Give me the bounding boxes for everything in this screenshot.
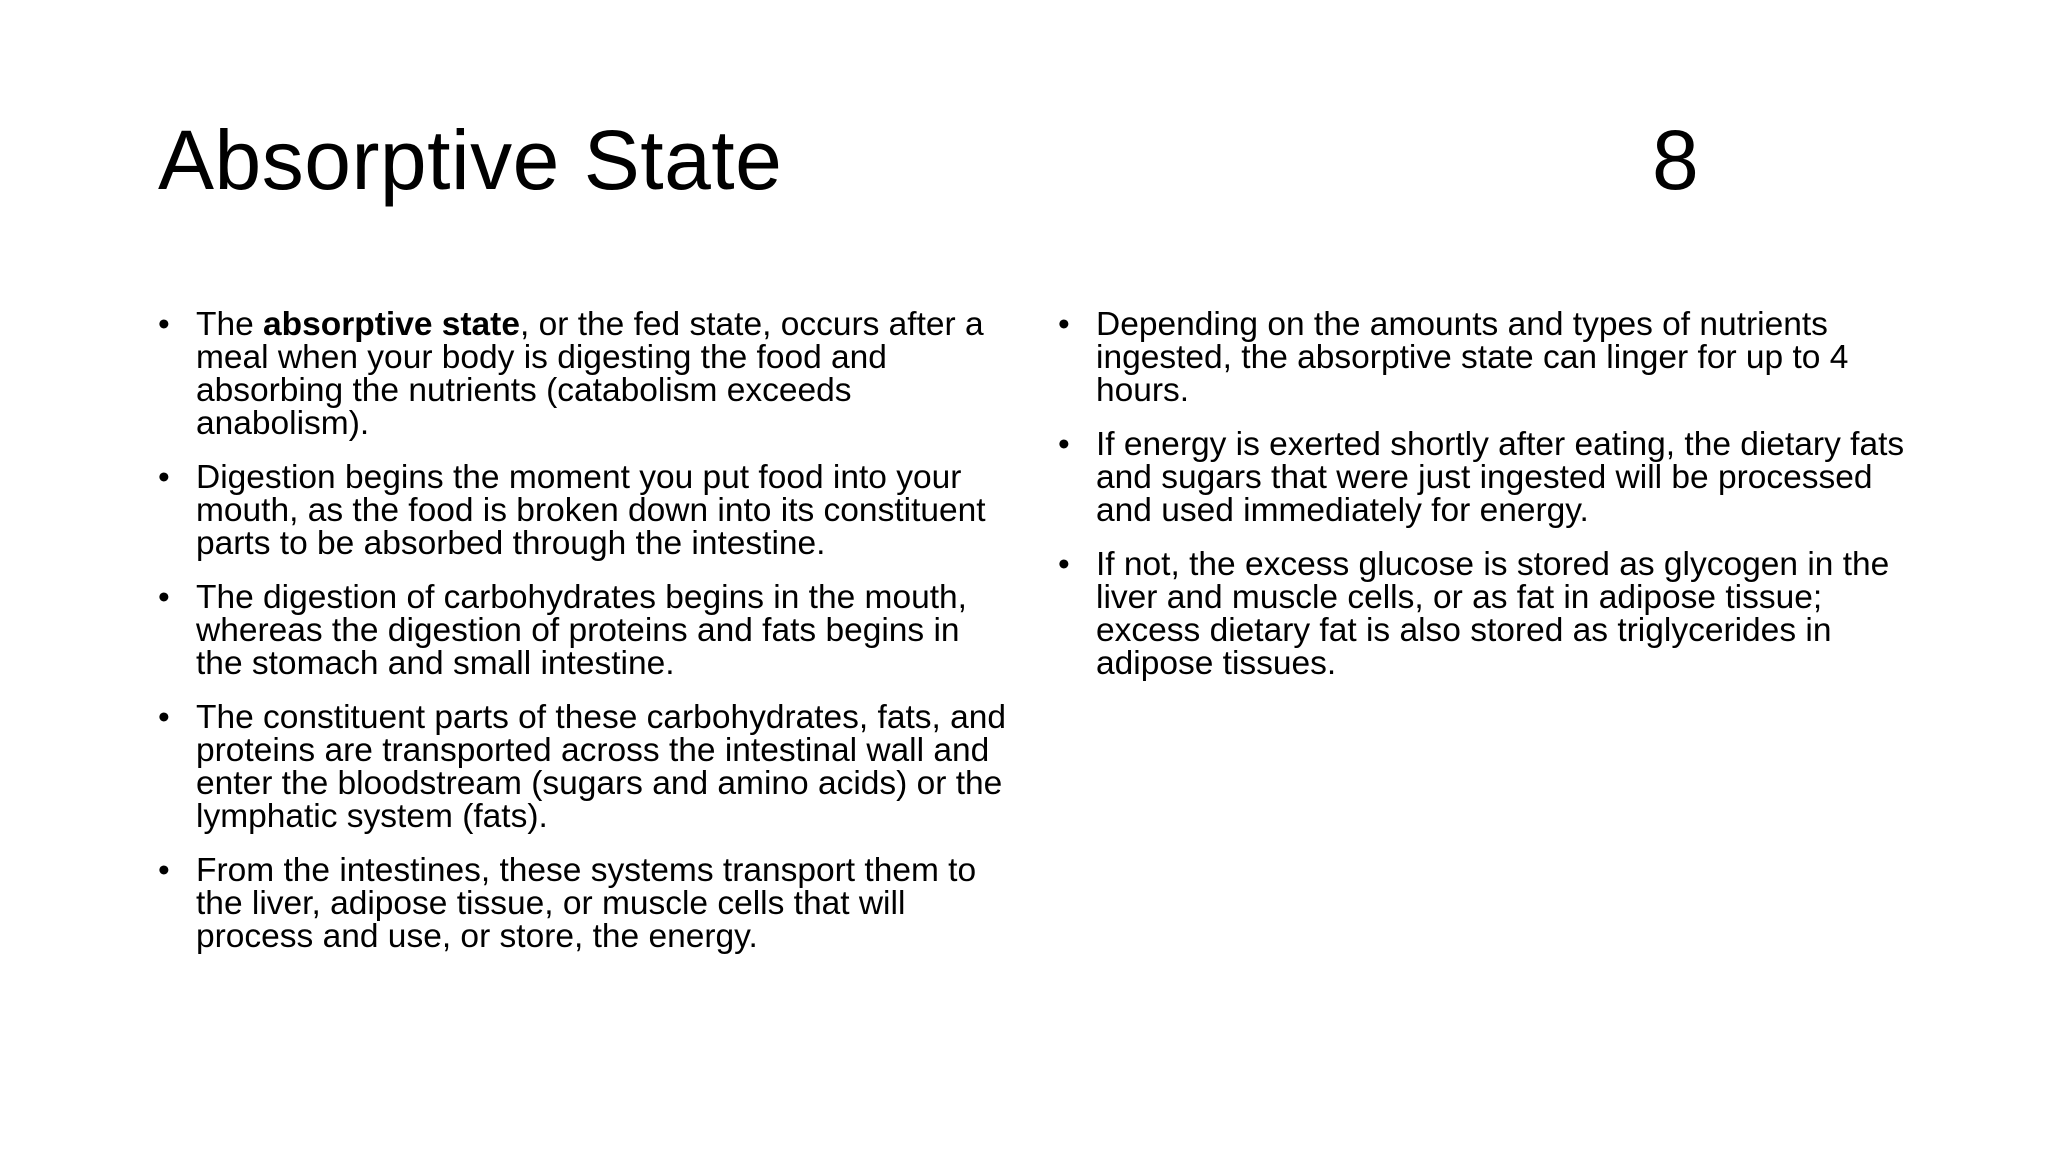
bullet-text: Digestion begins the moment you put food into your mouth, as the food is broken down into its constituent parts to be absorbed through the intestine.	[196, 459, 986, 562]
bullet-icon: •	[1058, 306, 1070, 343]
bullet-icon: •	[158, 306, 170, 343]
bullet-text: Depending on the amounts and types of nutrients ingested, the absorptive state can linger for up to 4 hours.	[1096, 306, 1849, 409]
bullet-text-prefix: The	[196, 306, 264, 343]
bullet-item	[1058, 308, 1918, 407]
left-bullet-list	[158, 308, 1008, 974]
bullet-item	[158, 854, 1008, 953]
bullet-icon: •	[158, 459, 170, 496]
bullet-item	[158, 308, 1008, 440]
bullet-icon: •	[158, 852, 170, 889]
slide-title: Absorptive State	[158, 113, 783, 207]
bullet-text: If not, the excess glucose is stored as glycogen in the liver and muscle cells, or as fat in adipose tissue; excess dietary fat is also stored as triglycerides in adipose tissues.	[1096, 546, 1890, 682]
bullet-icon: •	[158, 579, 170, 616]
bullet-text: The constituent parts of these carbohydrates, fats, and proteins are transported across the intestinal wall and enter the bloodstream (sugars and amino acids) or the lymphatic system (fats).	[196, 699, 1007, 835]
bullet-text: From the intestines, these systems transport them to the liver, adipose tissue, or muscle cells that will process and use, or store, the energy.	[196, 852, 977, 955]
bold-term: absorptive state	[263, 306, 520, 343]
bullet-item	[158, 701, 1008, 833]
bullet-icon: •	[1058, 426, 1070, 463]
bullet-icon: •	[158, 699, 170, 736]
bullet-text-suffix: , or the fed state, occurs after a meal when your body is digesting the food and absorbing the nutrients (catabolism exceeds anabolism).	[196, 306, 984, 442]
bullet-item	[158, 461, 1008, 560]
bullet-text: The digestion of carbohydrates begins in the mouth, whereas the digestion of proteins and fats begins in the stomach and small intestine.	[196, 579, 967, 682]
bullet-text: If energy is exerted shortly after eating, the dietary fats and sugars that were just ingested will be processed and used immediately for energy.	[1096, 426, 1905, 529]
bullet-item	[1058, 428, 1918, 527]
bullet-item	[158, 581, 1008, 680]
bullet-item	[1058, 548, 1918, 680]
bullet-icon: •	[1058, 546, 1070, 583]
right-bullet-list	[1058, 308, 1918, 701]
slide-number: 8	[1652, 113, 1699, 207]
